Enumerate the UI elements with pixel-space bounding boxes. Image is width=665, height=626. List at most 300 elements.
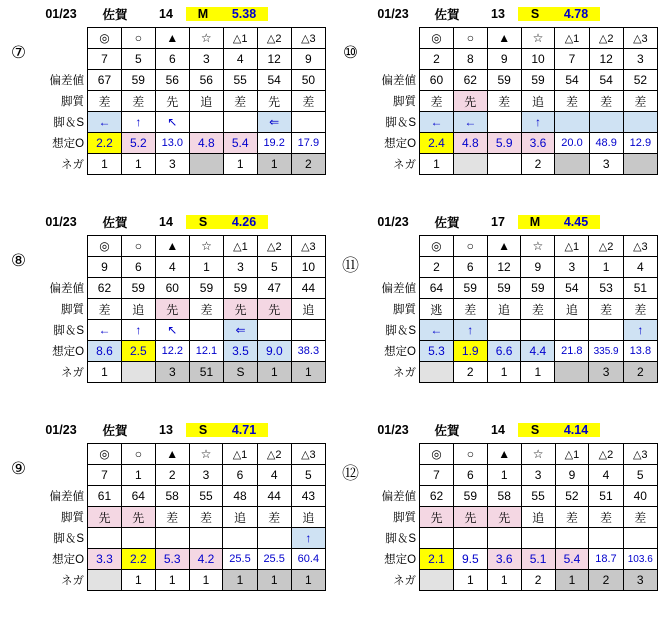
deviation-cell: 44	[291, 278, 325, 299]
legs-cell	[487, 320, 521, 341]
rank-cell: 12	[589, 49, 623, 70]
row-label: 脚＆S	[53, 533, 85, 545]
odds_est-cell: 19.2	[257, 133, 291, 154]
style-cell: 追	[189, 91, 223, 112]
race-grade: M	[186, 7, 220, 21]
nega-cell: 1	[223, 154, 257, 175]
style-cell: 追	[223, 507, 257, 528]
table-row	[35, 341, 325, 362]
nega-cell: 1	[291, 570, 325, 591]
marks-cell: ◎	[420, 236, 454, 257]
table-row	[367, 341, 657, 362]
horse-table	[35, 27, 326, 175]
rank-cell: 1	[487, 465, 521, 486]
deviation-cell: 59	[189, 278, 223, 299]
nega-cell	[623, 154, 657, 175]
row-label	[35, 236, 87, 257]
row-label: 脚質	[61, 304, 85, 316]
table-row	[35, 257, 325, 278]
row-label: 想定O	[384, 346, 417, 358]
nega-cell: 1	[291, 362, 325, 383]
row-label: 想定O	[52, 138, 85, 150]
rank-cell: 12	[257, 49, 291, 70]
panel-body	[2, 27, 326, 175]
nega-cell: 1	[257, 362, 291, 383]
odds_est-cell: 60.4	[291, 549, 325, 570]
race-odds: 4.26	[220, 215, 268, 229]
panel-number: ⑩	[342, 43, 359, 62]
style-cell: 追	[291, 299, 325, 320]
legs-cell: ↑	[121, 112, 155, 133]
odds_est-cell: 5.4	[223, 133, 257, 154]
marks-cell: ☆	[521, 444, 555, 465]
style-cell: 差	[88, 91, 122, 112]
rank-cell: 2	[155, 465, 189, 486]
marks-cell: ☆	[521, 236, 555, 257]
rank-cell: 3	[623, 49, 657, 70]
row-label: 脚＆S	[385, 533, 417, 545]
panel-body	[334, 27, 658, 175]
legs-cell: ↑	[121, 320, 155, 341]
deviation-cell: 59	[453, 278, 487, 299]
marks-cell: △2	[257, 28, 291, 49]
legs-cell	[257, 320, 291, 341]
legs-cell: ⇐	[257, 112, 291, 133]
rank-cell: 1	[589, 257, 623, 278]
rank-cell: 4	[589, 465, 623, 486]
race-odds: 4.78	[552, 7, 600, 21]
legs-cell	[155, 528, 189, 549]
nega-cell: 1	[521, 362, 555, 383]
deviation-cell: 55	[521, 486, 555, 507]
legs-cell	[189, 320, 223, 341]
legs-cell	[487, 112, 521, 133]
table-row	[367, 465, 657, 486]
table-row	[35, 236, 325, 257]
nega-cell: 1	[88, 154, 122, 175]
nega-cell	[420, 570, 454, 591]
legs-cell: ↖	[155, 320, 189, 341]
nega-cell: 3	[589, 362, 623, 383]
nega-cell	[189, 154, 223, 175]
table-row	[35, 465, 325, 486]
legs-cell	[420, 528, 454, 549]
odds_est-cell: 6.6	[487, 341, 521, 362]
deviation-cell: 43	[291, 486, 325, 507]
row-label: 偏差値	[381, 75, 417, 87]
marks-cell: △1	[555, 444, 589, 465]
deviation-cell: 58	[487, 486, 521, 507]
row-label: 想定O	[384, 138, 417, 150]
style-cell: 差	[555, 507, 589, 528]
marks-cell: △2	[589, 236, 623, 257]
race-number: 14	[159, 215, 173, 229]
marks-cell: ▲	[487, 444, 521, 465]
row-label: 脚＆S	[385, 325, 417, 337]
deviation-cell: 64	[420, 278, 454, 299]
table-row	[367, 28, 657, 49]
marks-cell: ▲	[155, 28, 189, 49]
deviation-cell: 64	[121, 486, 155, 507]
nega-cell: 1	[155, 570, 189, 591]
race-odds: 4.45	[552, 215, 600, 229]
panel-number: ⑦	[10, 43, 27, 62]
marks-cell: △2	[589, 28, 623, 49]
row-label: 想定O	[52, 346, 85, 358]
deviation-cell: 62	[453, 70, 487, 91]
nega-cell	[453, 154, 487, 175]
marks-cell: △2	[589, 444, 623, 465]
panel-body	[334, 235, 658, 383]
deviation-cell: 52	[623, 70, 657, 91]
odds_est-cell: 12.9	[623, 133, 657, 154]
row-label: 想定O	[52, 554, 85, 566]
marks-cell: △3	[623, 444, 657, 465]
legs-cell: ↑	[521, 112, 555, 133]
legs-cell	[189, 112, 223, 133]
deviation-cell: 61	[88, 486, 122, 507]
style-cell: 先	[155, 299, 189, 320]
table-row	[367, 320, 657, 341]
row-label	[367, 49, 419, 70]
deviation-cell: 52	[555, 486, 589, 507]
legs-cell: ↑	[623, 320, 657, 341]
legs-cell: ↖	[155, 112, 189, 133]
rank-cell: 7	[88, 465, 122, 486]
odds_est-cell: 3.6	[521, 133, 555, 154]
marks-cell: ☆	[521, 28, 555, 49]
rank-cell: 3	[189, 49, 223, 70]
rank-cell: 7	[420, 465, 454, 486]
rank-cell: 6	[155, 49, 189, 70]
table-row	[367, 486, 657, 507]
rank-cell: 9	[487, 49, 521, 70]
nega-cell	[88, 570, 122, 591]
odds_est-cell: 38.3	[291, 341, 325, 362]
panel-body	[2, 235, 326, 383]
odds_est-cell: 1.9	[453, 341, 487, 362]
odds_est-cell: 21.8	[555, 341, 589, 362]
row-label	[367, 465, 419, 486]
marks-cell: ☆	[189, 444, 223, 465]
marks-cell: △1	[224, 236, 258, 257]
table-row	[35, 112, 325, 133]
odds_est-cell: 13.8	[623, 341, 657, 362]
odds_est-cell: 2.4	[420, 133, 454, 154]
table-row	[35, 528, 325, 549]
row-label: 脚質	[393, 304, 417, 316]
race-place: 佐賀	[434, 8, 460, 22]
nega-cell: 3	[623, 570, 657, 591]
panel-12	[332, 416, 664, 624]
row-label	[35, 465, 87, 486]
table-row	[367, 133, 657, 154]
marks-cell: ◎	[88, 28, 122, 49]
panel-7	[0, 0, 332, 208]
style-cell: 追	[121, 299, 155, 320]
horse-table	[367, 443, 658, 591]
odds_est-cell: 17.9	[291, 133, 325, 154]
nega-cell: 1	[189, 570, 223, 591]
legs-cell	[291, 112, 325, 133]
row-label	[367, 257, 419, 278]
marks-cell: △2	[257, 236, 291, 257]
table-row	[367, 444, 657, 465]
table-row	[35, 28, 325, 49]
deviation-cell: 59	[224, 278, 258, 299]
row-label: 想定O	[384, 554, 417, 566]
row-label: ネガ	[393, 575, 417, 587]
style-cell: 差	[291, 91, 325, 112]
style-cell: 先	[257, 91, 291, 112]
row-label: 偏差値	[381, 283, 417, 295]
legs-cell	[555, 528, 589, 549]
style-cell: 差	[623, 91, 657, 112]
rank-cell: 4	[223, 49, 257, 70]
race-header	[370, 420, 658, 440]
style-cell: 先	[487, 507, 521, 528]
style-cell: 先	[257, 299, 291, 320]
odds_est-cell: 2.2	[121, 549, 155, 570]
legs-cell: ↑	[291, 528, 325, 549]
odds_est-cell: 2.1	[420, 549, 454, 570]
nega-cell: 2	[291, 154, 325, 175]
rank-cell: 6	[223, 465, 257, 486]
rank-cell: 9	[521, 257, 555, 278]
table-row	[367, 299, 657, 320]
legs-cell	[555, 112, 589, 133]
race-number: 14	[159, 7, 173, 21]
marks-cell: ◎	[420, 28, 454, 49]
deviation-cell: 59	[121, 278, 155, 299]
marks-cell: ○	[453, 444, 487, 465]
marks-cell: ◎	[88, 236, 122, 257]
nega-cell: 2	[521, 570, 555, 591]
horse-table	[35, 443, 326, 591]
nega-cell	[555, 154, 589, 175]
style-cell: 差	[623, 299, 657, 320]
deviation-cell: 67	[88, 70, 122, 91]
style-cell: 差	[487, 91, 521, 112]
table-row	[367, 507, 657, 528]
panel-number: ⑨	[10, 459, 27, 478]
table-row	[35, 570, 325, 591]
nega-cell	[420, 362, 454, 383]
race-header	[370, 4, 658, 24]
odds_est-cell: 48.9	[589, 133, 623, 154]
horse-table	[367, 27, 658, 175]
style-cell: 先	[121, 507, 155, 528]
nega-cell	[555, 362, 589, 383]
rank-cell: 9	[291, 49, 325, 70]
nega-cell: 1	[257, 570, 291, 591]
panel-8	[0, 208, 332, 416]
table-row	[367, 570, 657, 591]
deviation-cell: 56	[155, 70, 189, 91]
nega-cell: 1	[223, 570, 257, 591]
race-date: 01/23	[377, 7, 409, 21]
nega-cell: 2	[521, 154, 555, 175]
odds_est-cell: 12.2	[155, 341, 189, 362]
style-cell: 差	[453, 299, 487, 320]
rank-cell: 3	[224, 257, 258, 278]
table-row	[367, 91, 657, 112]
deviation-cell: 48	[223, 486, 257, 507]
odds_est-cell: 5.3	[420, 341, 454, 362]
style-cell: 先	[224, 299, 258, 320]
deviation-cell: 62	[420, 486, 454, 507]
race-grade: S	[186, 215, 220, 229]
rank-cell: 10	[291, 257, 325, 278]
rank-cell: 4	[257, 465, 291, 486]
panel-number: ⑧	[10, 251, 27, 270]
race-number: 14	[491, 423, 505, 437]
panel-9	[0, 416, 332, 624]
horse-table	[367, 235, 658, 383]
legs-cell: ⇐	[224, 320, 258, 341]
deviation-cell: 51	[623, 278, 657, 299]
table-row	[35, 444, 325, 465]
style-cell: 先	[155, 91, 189, 112]
rank-cell: 3	[521, 465, 555, 486]
row-label: ネガ	[61, 159, 85, 171]
marks-cell: ▲	[487, 28, 521, 49]
marks-cell: ▲	[155, 236, 189, 257]
deviation-cell: 50	[291, 70, 325, 91]
table-row	[367, 49, 657, 70]
legs-cell	[223, 112, 257, 133]
rank-cell: 12	[487, 257, 521, 278]
nega-cell: 1	[121, 154, 155, 175]
marks-cell: △2	[257, 444, 291, 465]
legs-cell	[589, 528, 623, 549]
panel-10	[332, 0, 664, 208]
race-header	[370, 212, 658, 232]
rank-cell: 3	[189, 465, 223, 486]
odds_est-cell: 12.1	[189, 341, 223, 362]
legs-cell	[589, 320, 623, 341]
nega-cell: 2	[623, 362, 657, 383]
style-cell: 先	[88, 507, 122, 528]
style-cell: 先	[453, 91, 487, 112]
odds_est-cell: 3.5	[224, 341, 258, 362]
legs-cell	[623, 112, 657, 133]
row-label: 脚質	[393, 96, 417, 108]
race-number: 17	[491, 215, 505, 229]
nega-cell: 1	[88, 362, 122, 383]
panel-11	[332, 208, 664, 416]
legs-cell: ←	[88, 112, 122, 133]
rank-cell: 1	[121, 465, 155, 486]
odds_est-cell: 25.5	[257, 549, 291, 570]
odds_est-cell: 5.2	[121, 133, 155, 154]
deviation-cell: 59	[487, 278, 521, 299]
nega-cell: 3	[155, 362, 189, 383]
style-cell: 差	[420, 91, 454, 112]
deviation-cell: 59	[121, 70, 155, 91]
race-number: 13	[491, 7, 505, 21]
row-label: ネガ	[393, 159, 417, 171]
legs-cell	[88, 528, 122, 549]
odds_est-cell: 4.4	[521, 341, 555, 362]
odds_est-cell: 5.9	[487, 133, 521, 154]
deviation-cell: 59	[521, 70, 555, 91]
race-date: 01/23	[45, 215, 77, 229]
rank-cell: 1	[189, 257, 223, 278]
deviation-cell: 59	[521, 278, 555, 299]
rank-cell: 7	[88, 49, 122, 70]
rank-cell: 5	[121, 49, 155, 70]
deviation-cell: 40	[623, 486, 657, 507]
table-row	[367, 549, 657, 570]
legs-cell	[623, 528, 657, 549]
odds_est-cell: 103.6	[623, 549, 657, 570]
race-date: 01/23	[377, 423, 409, 437]
marks-cell: ◎	[420, 444, 454, 465]
rank-cell: 5	[623, 465, 657, 486]
table-row	[35, 299, 325, 320]
odds_est-cell: 4.2	[189, 549, 223, 570]
row-label: 脚質	[393, 512, 417, 524]
marks-cell: △1	[223, 28, 257, 49]
race-date: 01/23	[45, 7, 77, 21]
table-row	[35, 91, 325, 112]
legs-cell: ←	[420, 112, 454, 133]
row-label	[35, 257, 87, 278]
deviation-cell: 54	[257, 70, 291, 91]
legs-cell	[589, 112, 623, 133]
style-cell: 先	[420, 507, 454, 528]
race-place: 佐賀	[102, 424, 128, 438]
legs-cell: ←	[453, 112, 487, 133]
row-label	[35, 444, 87, 465]
deviation-cell: 59	[487, 70, 521, 91]
nega-cell: 1	[487, 362, 521, 383]
marks-cell: ○	[453, 28, 487, 49]
deviation-cell: 60	[420, 70, 454, 91]
odds_est-cell: 25.5	[223, 549, 257, 570]
marks-cell: ○	[121, 236, 155, 257]
race-header	[38, 4, 326, 24]
odds_est-cell: 13.0	[155, 133, 189, 154]
race-odds: 5.38	[220, 7, 268, 21]
marks-cell: ☆	[189, 236, 223, 257]
table-row	[367, 112, 657, 133]
style-cell: 差	[589, 507, 623, 528]
deviation-cell: 58	[155, 486, 189, 507]
rank-cell: 5	[291, 465, 325, 486]
rank-cell: 3	[555, 257, 589, 278]
nega-cell: 1	[121, 570, 155, 591]
row-label: 脚質	[61, 96, 85, 108]
legs-cell	[521, 320, 555, 341]
style-cell: 差	[121, 91, 155, 112]
rank-cell: 6	[453, 465, 487, 486]
rank-cell: 7	[555, 49, 589, 70]
rank-cell: 2	[420, 49, 454, 70]
table-row	[35, 549, 325, 570]
panel-body	[2, 443, 326, 591]
table-row	[367, 70, 657, 91]
race-number: 13	[159, 423, 173, 437]
marks-cell: ○	[121, 444, 155, 465]
nega-cell: 51	[189, 362, 223, 383]
deviation-cell: 51	[589, 486, 623, 507]
legs-cell	[257, 528, 291, 549]
style-cell: 差	[257, 507, 291, 528]
table-row	[35, 486, 325, 507]
style-cell: 差	[189, 507, 223, 528]
